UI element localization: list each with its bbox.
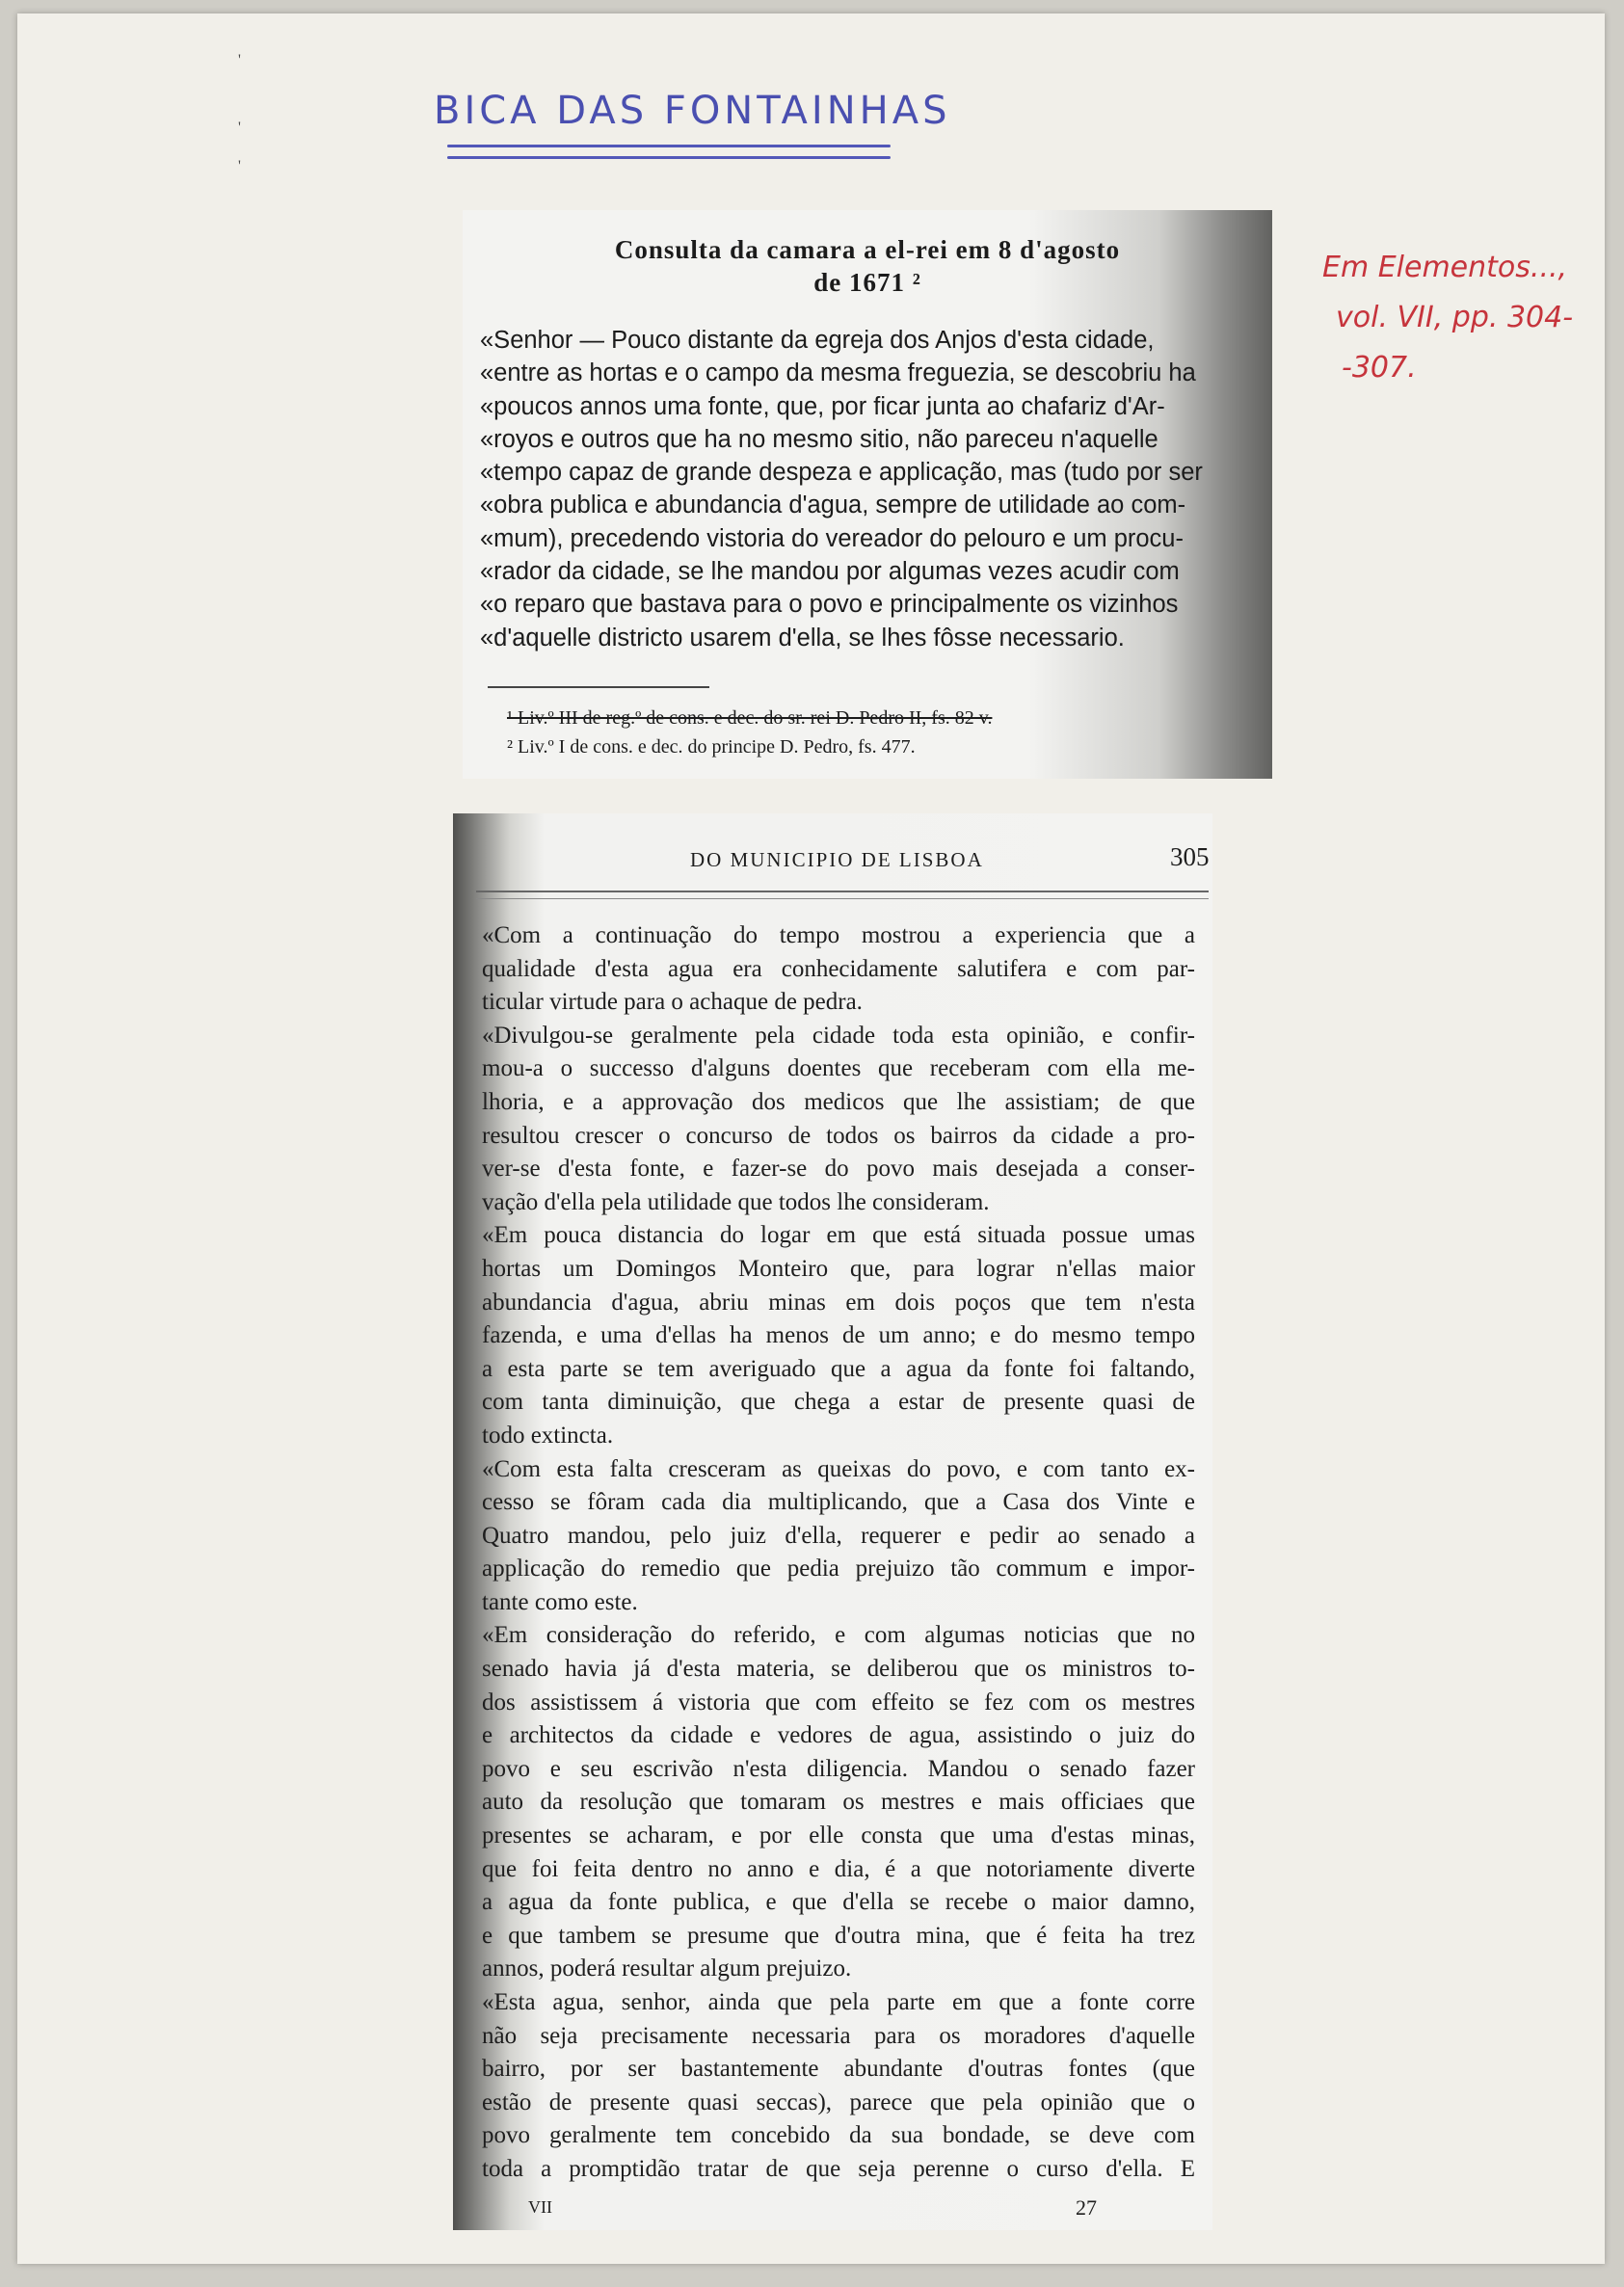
footnote-struck: ¹ Liv.º III de reg.º de cons. e dec. do sr. rei D. Pedro II, fs. 82 v. xyxy=(507,707,993,729)
page-number: 305 xyxy=(1170,842,1210,871)
text-line: a agua da fonte publica, e que d'ella se recebe o maior damno, xyxy=(482,1889,1195,1916)
text-line: com tanta diminuição, que chega a estar de presente quasi de xyxy=(482,1389,1195,1416)
text-line: «Senhor — Pouco distante da egreja dos Anjos d'esta cidade, xyxy=(480,327,1155,354)
text-line: presentes se acharam, e por elle consta que uma d'estas minas, xyxy=(482,1822,1195,1849)
handwritten-heading: BICA DAS FONTAINHAS xyxy=(434,89,951,133)
text-line: «Com esta falta cresceram as queixas do povo, e com tanto ex- xyxy=(482,1455,1195,1482)
heading-underline xyxy=(447,145,891,147)
text-line: «tempo capaz de grande despeza e applicação, mas (tudo por ser xyxy=(480,459,1203,487)
text-line: senado havia já d'esta materia, se deliberou que os ministros to- xyxy=(482,1656,1195,1683)
text-line: Quatro mandou, pelo juiz d'ella, requerer e pedir ao senado a xyxy=(482,1522,1195,1549)
text-line: «obra publica e abundancia d'agua, sempre de utilidade ao com- xyxy=(480,492,1186,519)
text-line: abundancia d'agua, abriu minas em dois poços que tem n'esta xyxy=(482,1289,1195,1316)
text-line: applicação do remedio que pedia prejuizo tão commum e impor- xyxy=(482,1556,1195,1582)
text-line: «Em pouca distancia do logar em que está situada possue umas xyxy=(482,1222,1195,1249)
text-line: «royos e outros que ha no mesmo sitio, não pareceu n'aquelle xyxy=(480,425,1158,453)
text-line: a esta parte se tem averiguado que a agua da fonte foi faltando, xyxy=(482,1355,1195,1382)
text-line: povo e seu escrivão n'esta diligencia. Mandou o senado fazer xyxy=(482,1755,1195,1782)
archive-sheet xyxy=(17,13,1605,2264)
clipping-title xyxy=(472,233,1263,299)
gathering-number: 27 xyxy=(1076,2195,1097,2220)
text-line: cesso se fôram cada dia multiplicando, que a Casa dos Vinte e xyxy=(482,1489,1195,1516)
signature-mark: VII xyxy=(528,2197,552,2217)
handwritten-reference-note xyxy=(1317,243,1606,393)
running-head: DO MUNICIPIO DE LISBOA xyxy=(690,848,984,871)
text-line: estão de presente quasi seccas), parece que pela opinião que o xyxy=(482,2088,1195,2115)
text-line: toda a promptidão tratar de que seja perenne o curso d'ella. E xyxy=(482,2155,1195,2182)
text-line: annos, poderá resultar algum prejuizo. xyxy=(482,1955,852,1982)
text-line: resultou crescer o concurso de todos os bairros da cidade a pro- xyxy=(482,1122,1195,1149)
text-line: ver-se d'esta fonte, e fazer-se do povo mais desejada a conser- xyxy=(482,1156,1195,1183)
margin-tick: ' xyxy=(238,120,241,136)
text-line: que foi feita dentro no anno e dia, é a que notoriamente diverte xyxy=(482,1855,1195,1882)
header-rule xyxy=(476,898,1209,899)
footnote: ² Liv.º I de cons. e dec. do principe D. Pedro, fs. 477. xyxy=(507,736,916,758)
text-line: «o reparo que bastava para o povo e principalmente os vizinhos xyxy=(480,591,1179,619)
annotation-line: vol. VII, pp. 304- xyxy=(1336,301,1574,334)
clipping-title-line: de 1671 ² xyxy=(813,268,921,297)
text-line: «Em consideração do referido, e com algumas noticias que no xyxy=(482,1622,1195,1649)
text-line: «Esta agua, senhor, ainda que pela parte em que a fonte corre xyxy=(482,1989,1195,2015)
text-line: e architectos da cidade e vedores de agua, assistindo o juiz do xyxy=(482,1722,1195,1749)
text-line: «Divulgou-se geralmente pela cidade toda esta opinião, e confir- xyxy=(482,1022,1195,1049)
text-line: povo geralmente tem concebido da sua bondade, se deve com xyxy=(482,2122,1195,2149)
text-line: não seja precisamente necessaria para os moradores d'aquelle xyxy=(482,2022,1195,2049)
page-body xyxy=(482,919,1195,2187)
text-line: «rador da cidade, se lhe mandou por algumas vezes acudir com xyxy=(480,558,1180,586)
text-line: hortas um Domingos Monteiro que, para lograr n'ellas maior xyxy=(482,1255,1195,1282)
text-line: ticular virtude para o achaque de pedra. xyxy=(482,989,863,1016)
clipping-body xyxy=(480,324,1272,654)
text-line: e que tambem se presume que d'outra mina, que é feita ha trez xyxy=(482,1922,1195,1949)
text-line: lhoria, e a approvação dos medicos que lhe assistiam; de que xyxy=(482,1088,1195,1115)
text-line: «d'aquelle districto usarem d'ella, se lhes fôsse necessario. xyxy=(480,624,1125,652)
footnote-rule xyxy=(488,686,709,688)
margin-tick: ' xyxy=(238,52,241,68)
text-line: «poucos annos uma fonte, que, por ficar junta ao chafariz d'Ar- xyxy=(480,392,1165,420)
text-line: tante como este. xyxy=(482,1588,638,1615)
text-line: qualidade d'esta agua era conhecidamente salutifera e com par- xyxy=(482,955,1195,982)
text-line: todo extincta. xyxy=(482,1422,614,1449)
text-line: fazenda, e uma d'ellas ha menos de um anno; e do mesmo tempo xyxy=(482,1322,1195,1349)
text-line: auto da resolução que tomaram os mestres e mais officiaes que xyxy=(482,1789,1195,1816)
text-line: «entre as hortas e o campo da mesma freguezia, se descobriu ha xyxy=(480,359,1196,387)
clipping-consulta xyxy=(463,210,1272,779)
text-line: «Com a continuação do tempo mostrou a experiencia que a xyxy=(482,922,1195,948)
header-rule xyxy=(476,891,1209,892)
text-line: bairro, por ser bastantemente abundante d'outras fontes (que xyxy=(482,2056,1195,2083)
clipping-title-line: Consulta da camara a el-rei em 8 d'agosto xyxy=(614,235,1121,264)
text-line: mou-a o successo d'alguns doentes que receberam com ella me- xyxy=(482,1055,1195,1082)
heading-underline xyxy=(447,156,891,159)
text-line: dos assistissem á vistoria que com effeito se fez com os mestres xyxy=(482,1689,1195,1715)
annotation-line: Em Elementos..., xyxy=(1322,251,1568,284)
margin-tick: ' xyxy=(238,158,241,174)
text-line: vação d'ella pela utilidade que todos lhe consideram. xyxy=(482,1188,990,1215)
annotation-line: -307. xyxy=(1342,351,1417,385)
clipping-page-305 xyxy=(453,813,1212,2230)
text-line: «mum), precedendo vistoria do vereador do pelouro e um procu- xyxy=(480,524,1184,552)
